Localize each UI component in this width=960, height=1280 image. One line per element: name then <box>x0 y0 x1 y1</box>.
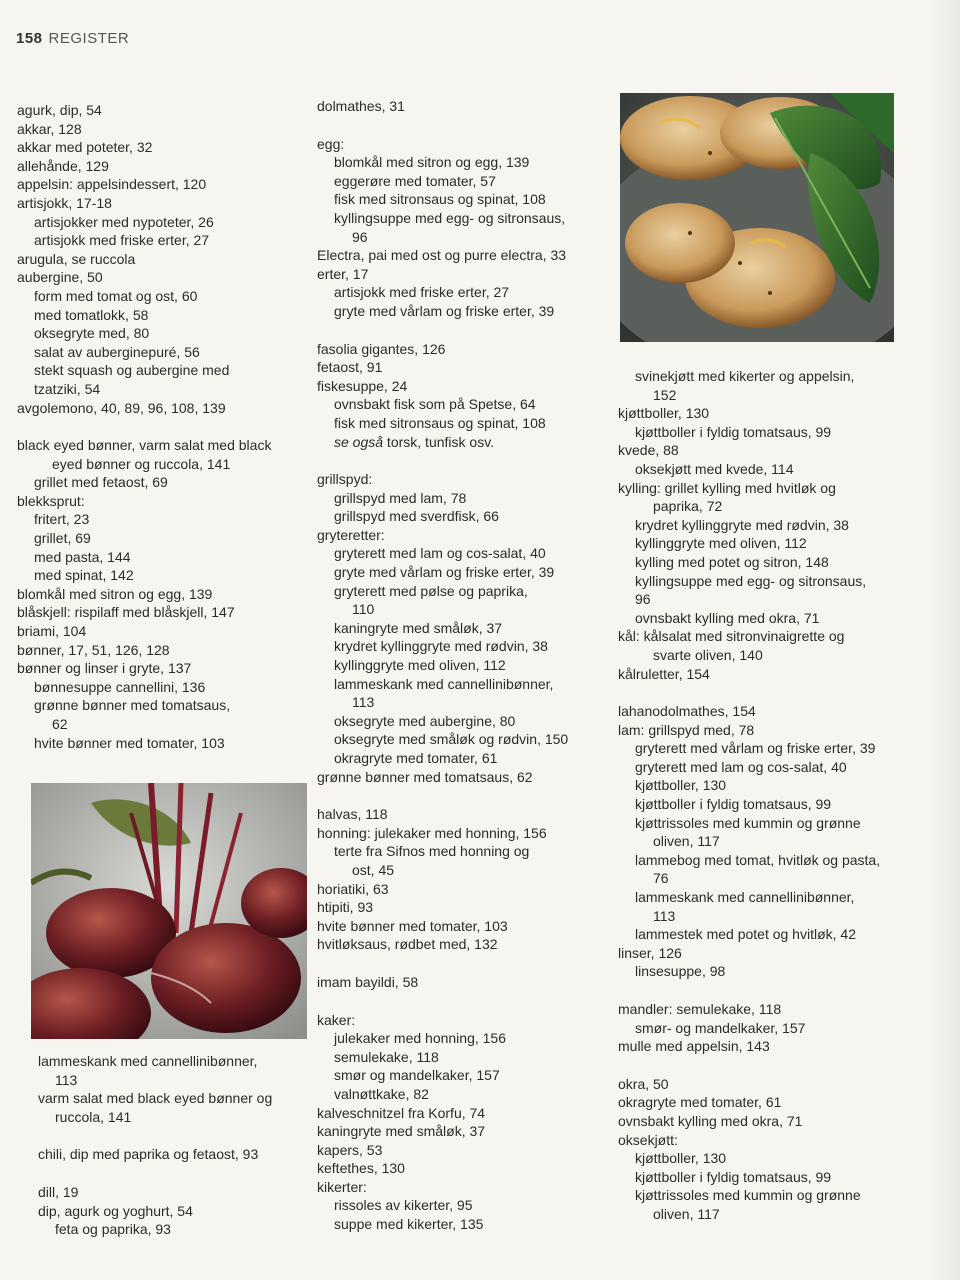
index-entry: fisk med sitronsaus og spinat, 108 <box>334 414 546 431</box>
index-entry: krydret kyllinggryte med rødvin, 38 <box>635 516 849 533</box>
index-entry: grønne bønner med tomatsaus, 62 <box>317 768 533 785</box>
index-entry: blåskjell: rispilaff med blåskjell, 147 <box>17 604 235 621</box>
index-gap <box>317 954 607 973</box>
index-entry: grillet, 69 <box>34 530 91 547</box>
page-header <box>16 30 129 47</box>
index-entry: 76 <box>653 870 669 887</box>
index-entry: med tomatlokk, 58 <box>34 306 149 323</box>
food-photo-cutlets-spinach <box>620 93 894 342</box>
index-entry: oliven, 117 <box>653 1205 720 1222</box>
index-entry: hvitløksaus, rødbet med, 132 <box>317 936 498 953</box>
index-gap <box>618 981 918 1000</box>
index-entry: kyllingsuppe med egg- og sitronsaus, <box>334 209 566 226</box>
index-entry: paprika, 72 <box>653 498 723 515</box>
index-gap <box>317 786 607 805</box>
index-entry: hvite bønner med tomater, 103 <box>317 917 508 934</box>
index-entry: keftethes, 130 <box>317 1160 405 1177</box>
index-entry: med pasta, 144 <box>34 548 131 565</box>
index-column-3 <box>618 367 918 1224</box>
index-entry: artisjokker med nypoteter, 26 <box>34 213 214 230</box>
index-entry: Electra, pai med ost og purre electra, 33 <box>317 247 567 264</box>
index-entry: kjøttboller i fyldig tomatsaus, 99 <box>635 423 832 440</box>
index-entry: kål: kålsalat med sitronvinaigrette og <box>618 628 845 645</box>
index-gap <box>317 451 607 470</box>
index-entry: lam: grillspyd med, 78 <box>618 721 755 738</box>
index-entry: chili, dip med paprika og fetaost, 93 <box>38 1146 259 1163</box>
index-entry: suppe med kikerter, 135 <box>334 1216 484 1233</box>
index-entry: gryte med vårlam og friske erter, 39 <box>334 564 555 581</box>
index-entry: kylling med potet og sitron, 148 <box>635 553 829 570</box>
index-entry: egg: <box>317 135 345 152</box>
index-entry: kjøttboller, 130 <box>635 777 727 794</box>
index-column-2 <box>317 97 607 1234</box>
food-photo-beetroots <box>31 783 307 1039</box>
index-entry: oliven, 117 <box>653 833 720 850</box>
index-entry: grønne bønner med tomatsaus, <box>34 697 231 714</box>
index-entry: kjøttboller, 130 <box>635 1150 727 1167</box>
index-entry: stekt squash og aubergine med <box>34 362 230 379</box>
index-gap <box>17 417 307 436</box>
page-edge-shadow <box>926 0 960 1280</box>
index-entry: kjøttboller i fyldig tomatsaus, 99 <box>635 796 832 813</box>
index-entry: terte fra Sifnos med honning og <box>334 843 530 860</box>
index-entry: lammeskank med cannellinibønner, <box>334 675 554 692</box>
index-entry: ovnsbakt fisk som på Spetse, 64 <box>334 396 536 413</box>
index-entry: gryte med vårlam og friske erter, 39 <box>334 302 555 319</box>
index-gap <box>317 992 607 1011</box>
index-entry: ruccola, 141 <box>55 1108 132 1125</box>
index-entry: kaningryte med småløk, 37 <box>317 1123 486 1140</box>
index-entry: 96 <box>635 591 651 608</box>
index-entry: lammebog med tomat, hvitløk og pasta, <box>635 851 881 868</box>
index-entry: eggerøre med tomater, 57 <box>334 172 496 189</box>
index-entry: kalveschnitzel fra Korfu, 74 <box>317 1104 486 1121</box>
index-entry: kvede, 88 <box>618 442 679 459</box>
index-entry-crossref: se også <box>334 433 384 450</box>
index-entry: artisjokk med friske erter, 27 <box>334 284 510 301</box>
index-entry: fiskesuppe, 24 <box>317 377 408 394</box>
index-entry: artisjokk, 17-18 <box>17 194 112 211</box>
index-entry: htipiti, 93 <box>317 899 374 916</box>
index-entry: blomkål med sitron og egg, 139 <box>17 585 213 602</box>
index-entry: ost, 45 <box>352 861 395 878</box>
index-entry: kyllinggryte med oliven, 112 <box>635 535 807 552</box>
index-entry: kikerter: <box>317 1178 367 1195</box>
index-entry: kjøttboller, 130 <box>618 405 710 422</box>
index-entry: kaningryte med småløk, 37 <box>334 619 503 636</box>
index-entry: bønner og linser i gryte, 137 <box>17 660 192 677</box>
index-entry: lahanodolmathes, 154 <box>618 703 756 720</box>
index-entry: kjøttboller i fyldig tomatsaus, 99 <box>635 1168 832 1185</box>
index-entry: ovnsbakt kylling med okra, 71 <box>618 1112 803 1129</box>
index-entry: fritert, 23 <box>34 511 90 528</box>
index-gap <box>317 116 607 135</box>
index-entry: appelsin: appelsindessert, 120 <box>17 176 207 193</box>
index-entry: allehånde, 129 <box>17 157 109 174</box>
index-column-1-top <box>17 101 307 752</box>
index-entry: med spinat, 142 <box>34 567 134 584</box>
index-entry: feta og paprika, 93 <box>55 1221 171 1238</box>
index-entry: briami, 104 <box>17 623 87 640</box>
index-entry: mulle med appelsin, 143 <box>618 1038 770 1055</box>
index-entry: linser, 126 <box>618 944 682 961</box>
index-entry: halvas, 118 <box>317 806 388 823</box>
index-entry: oksegryte med, 80 <box>34 325 150 342</box>
index-entry: svarte oliven, 140 <box>653 646 763 663</box>
index-gap <box>618 1056 918 1075</box>
index-entry: kjøttrissoles med kummin og grønne <box>635 814 861 831</box>
index-entry: smør og mandelkaker, 157 <box>334 1067 500 1084</box>
index-gap <box>618 683 918 702</box>
index-entry: avgolemono, 40, 89, 96, 108, 139 <box>17 399 226 416</box>
index-entry: ovnsbakt kylling med okra, 71 <box>635 609 820 626</box>
index-entry: se også torsk, tunfisk osv. <box>334 433 495 450</box>
index-entry: akkar med poteter, 32 <box>17 139 153 156</box>
index-entry: hvite bønner med tomater, 103 <box>34 734 225 751</box>
index-entry: kyllingsuppe med egg- og sitronsaus, <box>635 572 867 589</box>
index-entry: erter, 17 <box>317 265 369 282</box>
index-entry: linsesuppe, 98 <box>635 963 726 980</box>
section-title: REGISTER <box>48 30 130 47</box>
page-number: 158 <box>16 30 43 47</box>
index-entry: mandler: semulekake, 118 <box>618 1001 782 1017</box>
index-entry: gryterett med pølse og paprika, <box>334 582 528 599</box>
index-entry: oksekjøtt med kvede, 114 <box>635 460 794 477</box>
index-entry: form med tomat og ost, 60 <box>34 287 198 304</box>
index-entry: krydret kyllinggryte med rødvin, 38 <box>334 638 548 655</box>
index-entry: fetaost, 91 <box>317 359 383 376</box>
index-entry: dill, 19 <box>38 1183 79 1200</box>
index-entry: gryterett med vårlam og friske erter, 39 <box>635 740 876 757</box>
index-entry: 96 <box>352 228 368 245</box>
index-entry: oksegryte med småløk og rødvin, 150 <box>334 731 569 748</box>
index-entry: lammeskank med cannellinibønner, <box>38 1053 258 1069</box>
index-entry: 113 <box>352 694 375 711</box>
index-entry: bønner, 17, 51, 126, 128 <box>17 641 170 658</box>
index-entry: arugula, se ruccola <box>17 250 136 267</box>
index-entry: grillet med fetaost, 69 <box>34 474 168 491</box>
index-entry: black eyed bønner, varm salat med black <box>17 437 272 454</box>
index-entry: 113 <box>653 907 676 924</box>
index-entry: aubergine, 50 <box>17 269 103 286</box>
index-entry: kjøttrissoles med kummin og grønne <box>635 1187 861 1204</box>
index-entry: agurk, dip, 54 <box>17 102 102 118</box>
index-entry: 152 <box>653 386 677 403</box>
index-entry: salat av auberginepuré, 56 <box>34 343 200 360</box>
index-entry: lammeskank med cannellinibønner, <box>635 889 855 906</box>
index-entry: gryterett med lam og cos-salat, 40 <box>334 545 546 562</box>
index-entry: rissoles av kikerter, 95 <box>334 1197 473 1214</box>
index-entry: oksekjøtt: <box>618 1131 678 1148</box>
index-entry: okragryte med tomater, 61 <box>618 1094 782 1111</box>
index-entry: honning: julekaker med honning, 156 <box>317 824 547 841</box>
index-entry: svinekjøtt med kikerter og appelsin, <box>635 368 855 384</box>
index-entry: kapers, 53 <box>317 1141 383 1158</box>
index-entry: gryteretter: <box>317 526 385 543</box>
index-gap <box>38 1164 318 1183</box>
index-entry: akkar, 128 <box>17 120 82 137</box>
index-entry: blomkål med sitron og egg, 139 <box>334 154 530 171</box>
index-entry: grillspyd med sverdfisk, 66 <box>334 508 499 525</box>
index-entry: 62 <box>52 716 68 732</box>
index-entry: artisjokk med friske erter, 27 <box>34 232 210 249</box>
index-entry: eyed bønner og ruccola, 141 <box>52 455 231 472</box>
index-entry: valnøttkake, 82 <box>334 1085 429 1102</box>
index-entry: oksegryte med aubergine, 80 <box>334 712 516 729</box>
index-entry: blekksprut: <box>17 492 85 509</box>
index-entry: imam bayildi, 58 <box>317 973 419 990</box>
index-entry: kylling: grillet kylling med hvitløk og <box>618 479 836 496</box>
index-entry: fasolia gigantes, 126 <box>317 340 446 357</box>
index-entry: bønnesuppe cannellini, 136 <box>34 678 206 695</box>
index-entry: semulekake, 118 <box>334 1048 439 1065</box>
index-entry: grillspyd: <box>317 471 373 488</box>
index-entry: 113 <box>55 1071 78 1088</box>
index-entry: lammestek med potet og hvitløk, 42 <box>635 926 856 943</box>
index-entry: fisk med sitronsaus og spinat, 108 <box>334 191 546 208</box>
index-entry: grillspyd med lam, 78 <box>334 489 467 506</box>
index-entry: smør- og mandelkaker, 157 <box>635 1019 806 1036</box>
index-entry: gryterett med lam og cos-salat, 40 <box>635 758 847 775</box>
index-gap <box>38 1126 318 1145</box>
index-entry: tzatziki, 54 <box>34 380 101 397</box>
index-gap <box>317 321 607 340</box>
index-entry: horiatiki, 63 <box>317 880 389 897</box>
index-entry: dolmathes, 31 <box>317 98 405 114</box>
index-entry: dip, agurk og yoghurt, 54 <box>38 1202 193 1219</box>
index-entry: varm salat med black eyed bønner og <box>38 1090 273 1107</box>
index-entry: kyllinggryte med oliven, 112 <box>334 657 506 674</box>
index-entry: julekaker med honning, 156 <box>334 1030 507 1047</box>
index-entry: kålruletter, 154 <box>618 665 710 682</box>
index-entry: okragryte med tomater, 61 <box>334 750 498 766</box>
index-entry: 110 <box>352 601 375 618</box>
index-entry: kaker: <box>317 1011 356 1028</box>
index-column-1-bottom <box>38 1052 318 1239</box>
index-entry: okra, 50 <box>618 1075 669 1092</box>
